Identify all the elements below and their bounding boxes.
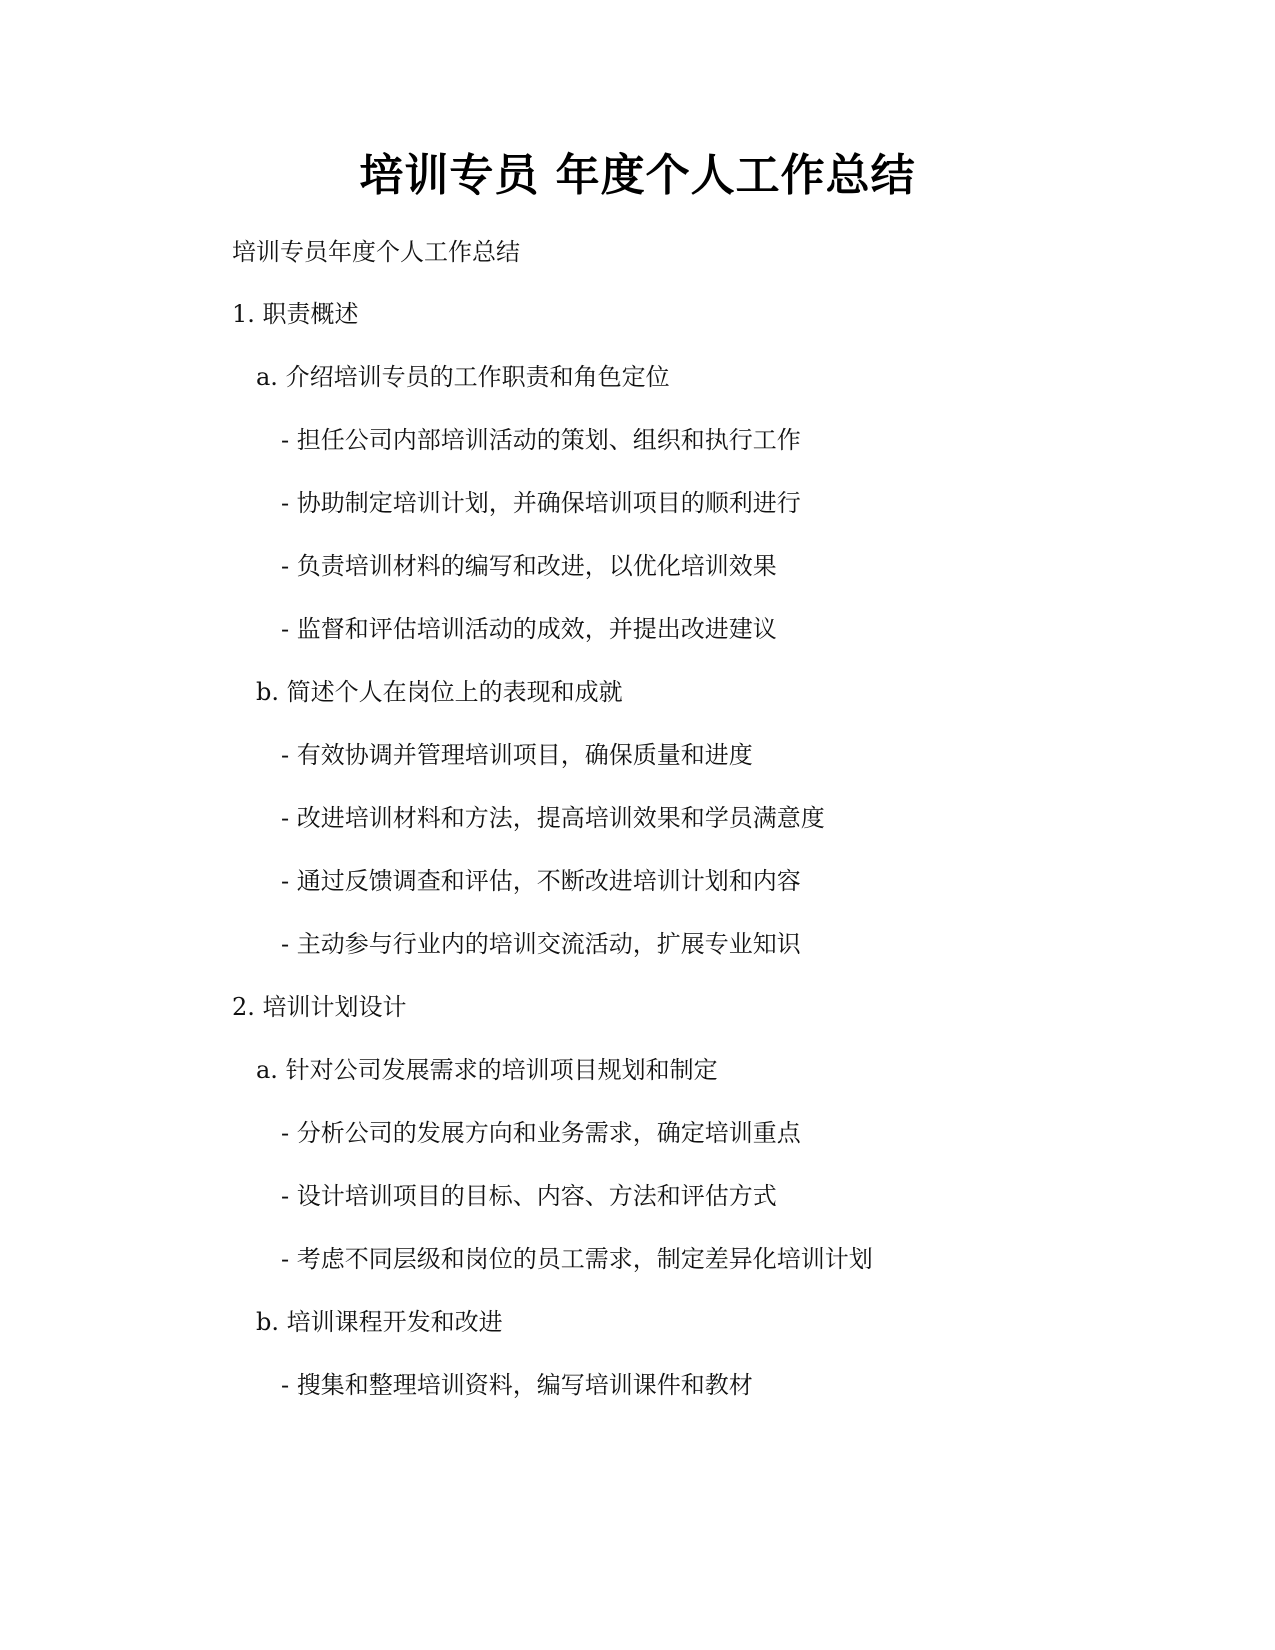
bullet-item: - 设计培训项目的目标、内容、方法和评估方式: [281, 1182, 777, 1210]
bullet-item: - 有效协调并管理培训项目，确保质量和进度: [281, 741, 753, 769]
bullet-item: - 通过反馈调查和评估，不断改进培训计划和内容: [281, 867, 801, 895]
subsection-heading: a. 针对公司发展需求的培训项目规划和制定: [256, 1056, 718, 1084]
document-subtitle: 培训专员年度个人工作总结: [232, 238, 520, 266]
subsection-heading: b. 简述个人在岗位上的表现和成就: [256, 678, 623, 706]
document-title: 培训专员 年度个人工作总结: [359, 150, 916, 201]
bullet-item: - 主动参与行业内的培训交流活动，扩展专业知识: [281, 930, 801, 958]
bullet-item: - 改进培训材料和方法，提高培训效果和学员满意度: [281, 804, 825, 832]
section-heading: 2. 培训计划设计: [232, 993, 407, 1021]
bullet-item: - 分析公司的发展方向和业务需求，确定培训重点: [281, 1119, 801, 1147]
bullet-item: - 担任公司内部培训活动的策划、组织和执行工作: [281, 426, 801, 454]
subsection-heading: b. 培训课程开发和改进: [256, 1308, 503, 1336]
bullet-item: - 监督和评估培训活动的成效，并提出改进建议: [281, 615, 777, 643]
section-heading: 1. 职责概述: [232, 300, 359, 328]
bullet-item: - 考虑不同层级和岗位的员工需求，制定差异化培训计划: [281, 1245, 873, 1273]
bullet-item: - 搜集和整理培训资料，编写培训课件和教材: [281, 1371, 753, 1399]
bullet-item: - 负责培训材料的编写和改进，以优化培训效果: [281, 552, 777, 580]
bullet-item: - 协助制定培训计划，并确保培训项目的顺利进行: [281, 489, 801, 517]
subsection-heading: a. 介绍培训专员的工作职责和角色定位: [256, 363, 670, 391]
